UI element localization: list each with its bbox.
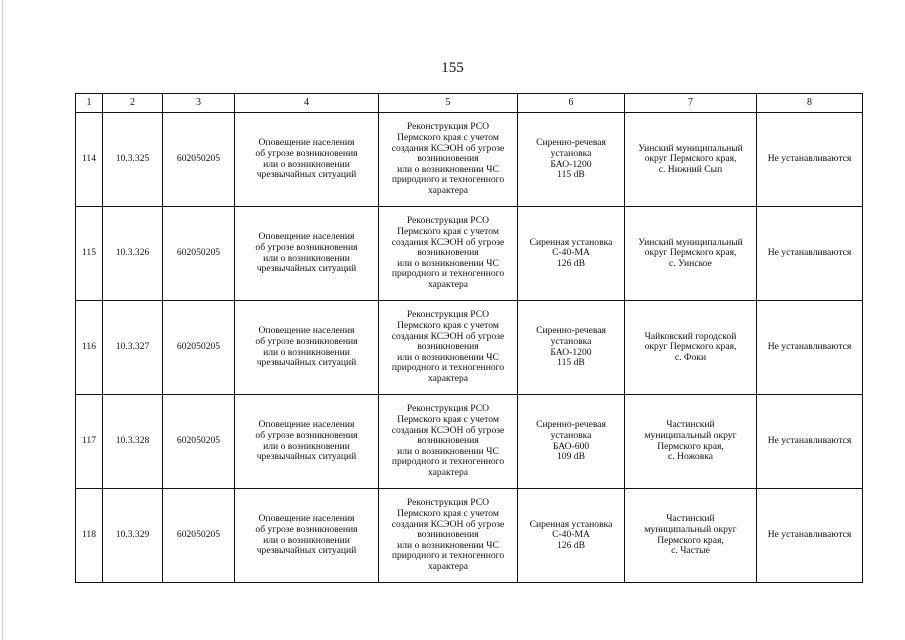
row-location: Частинский муниципальный округ Пермского края, с. Частые [625,489,757,583]
row-number: 118 [76,489,103,583]
row-kbk: 602050205 [163,207,235,301]
row-code: 10.3.328 [103,395,163,489]
row-note: Не устанавливаются [757,207,863,301]
page-number: 155 [441,60,464,76]
column-header: 5 [379,94,518,113]
row-location: Уинский муниципальный округ Пермского края, с. Уинское [625,207,757,301]
row-equipment: Сиренная установка С-40-МА 126 dB [518,207,625,301]
row-basis: Реконструкция РСО Пермского края с учетом создания КСЭОН об угрозе возникновения или о возникновении ЧС природного и техногенного характера [379,489,518,583]
row-note: Не устанавливаются [757,489,863,583]
row-equipment: Сиренно-речевая установка БАО-600 109 dB [518,395,625,489]
column-header: 6 [518,94,625,113]
row-equipment: Сиренно-речевая установка БАО-1200 115 dB [518,113,625,207]
row-note: Не устанавливаются [757,395,863,489]
row-basis: Реконструкция РСО Пермского края с учетом создания КСЭОН об угрозе возникновения или о возникновении ЧС природного и техногенного характера [379,395,518,489]
column-header: 3 [163,94,235,113]
row-code: 10.3.325 [103,113,163,207]
table-header-row [76,94,863,113]
column-header: 4 [235,94,379,113]
row-kbk: 602050205 [163,301,235,395]
row-location: Уинский муниципальный округ Пермского края, с. Нижний Сып [625,113,757,207]
document-table [75,93,863,583]
row-kbk: 602050205 [163,113,235,207]
row-purpose: Оповещение населения об угрозе возникновения или о возникновении чрезвычайных ситуаций [235,489,379,583]
row-purpose: Оповещение населения об угрозе возникновения или о возникновении чрезвычайных ситуаций [235,301,379,395]
row-note: Не устанавливаются [757,113,863,207]
row-location: Чайковский городской округ Пермского края, с. Фоки [625,301,757,395]
row-basis: Реконструкция РСО Пермского края с учетом создания КСЭОН об угрозе возникновения или о возникновении ЧС природного и техногенного характера [379,113,518,207]
scan-edge [2,0,3,640]
row-code: 10.3.326 [103,207,163,301]
row-number: 115 [76,207,103,301]
column-header: 7 [625,94,757,113]
row-kbk: 602050205 [163,489,235,583]
row-number: 117 [76,395,103,489]
row-number: 116 [76,301,103,395]
table-row [76,489,863,583]
table-row [76,113,863,207]
row-equipment: Сиренная установка С-40-МА 126 dB [518,489,625,583]
row-number: 114 [76,113,103,207]
row-code: 10.3.329 [103,489,163,583]
table-row [76,395,863,489]
column-header: 1 [76,94,103,113]
table-row [76,301,863,395]
row-basis: Реконструкция РСО Пермского края с учетом создания КСЭОН об угрозе возникновения или о возникновении ЧС природного и техногенного характера [379,207,518,301]
row-kbk: 602050205 [163,395,235,489]
row-purpose: Оповещение населения об угрозе возникновения или о возникновении чрезвычайных ситуаций [235,395,379,489]
row-code: 10.3.327 [103,301,163,395]
column-header: 2 [103,94,163,113]
row-location: Частинский муниципальный округ Пермского края, с. Ножовка [625,395,757,489]
row-basis: Реконструкция РСО Пермского края с учетом создания КСЭОН об угрозе возникновения или о возникновении ЧС природного и техногенного характера [379,301,518,395]
row-equipment: Сиренно-речевая установка БАО-1200 115 dB [518,301,625,395]
row-note: Не устанавливаются [757,301,863,395]
row-purpose: Оповещение населения об угрозе возникновения или о возникновении чрезвычайных ситуаций [235,113,379,207]
row-purpose: Оповещение населения об угрозе возникновения или о возникновении чрезвычайных ситуаций [235,207,379,301]
column-header: 8 [757,94,863,113]
table-row [76,207,863,301]
